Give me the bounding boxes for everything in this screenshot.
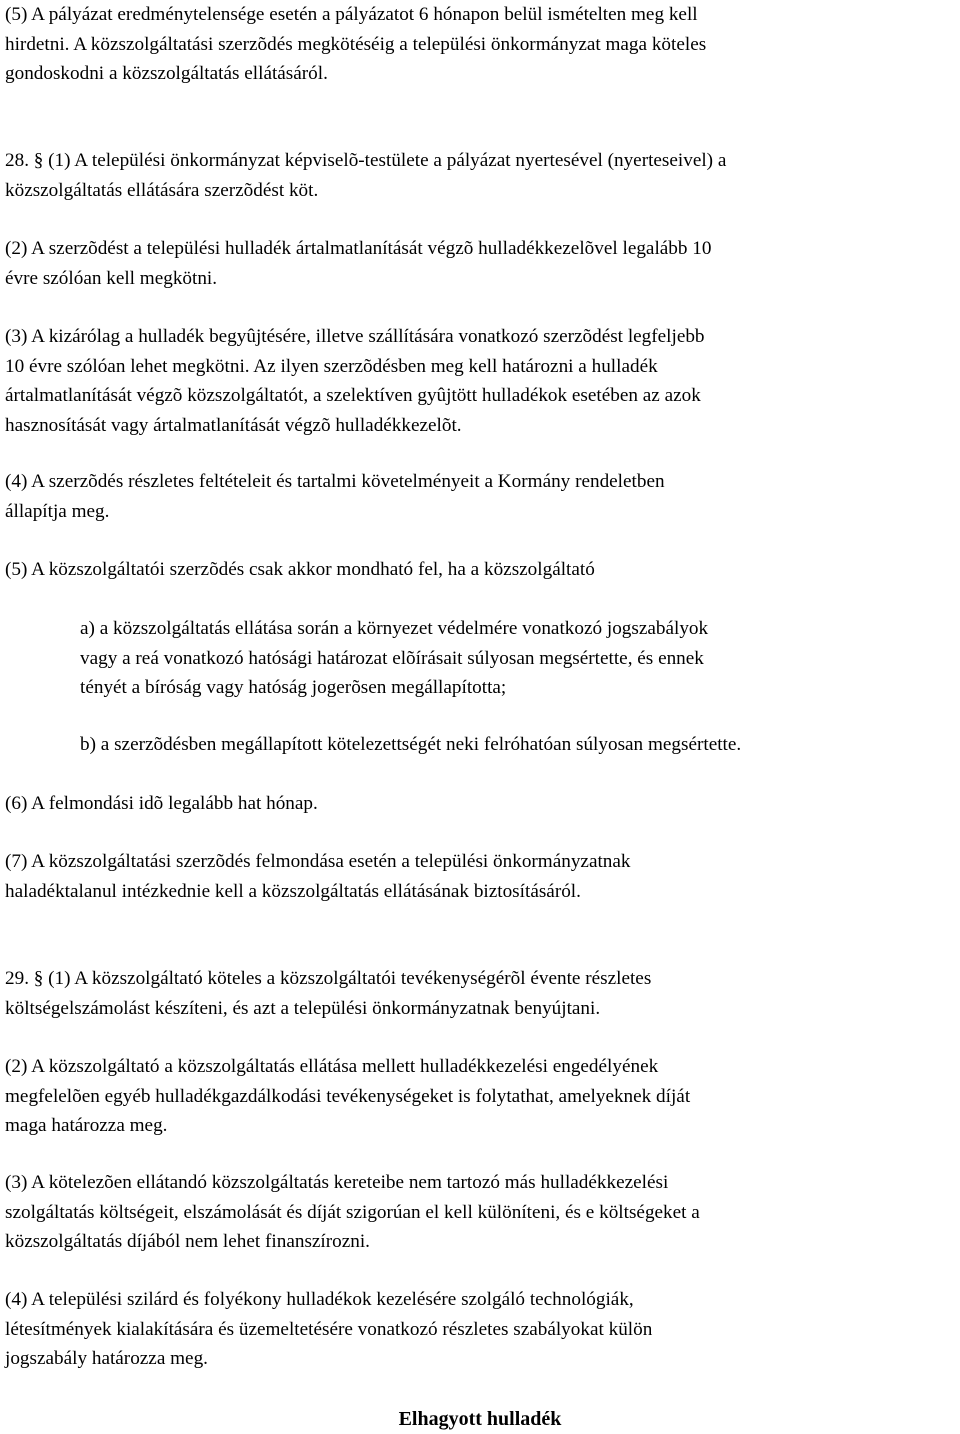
text-line: a) a közszolgáltatás ellátása során a környezet védelmére vonatkozó jogszabályok [80, 618, 709, 639]
text-line: maga határozza meg. [5, 1115, 168, 1136]
text-line: tényét a bíróság vagy hatóság jogerõsen megállapította; [80, 677, 507, 698]
text-line: b) a szerzõdésben megállapított kötelezettségét neki felróhatóan súlyosan megsértette. [80, 734, 742, 755]
text-line: (2) A közszolgáltató a közszolgáltatás ellátása mellett hulladékkezelési engedélyének [5, 1056, 659, 1077]
text-line: (7) A közszolgáltatási szerzõdés felmondása esetén a települési önkormányzatnak [5, 851, 631, 872]
paragraph-29-1 [5, 964, 957, 1023]
paragraph-29-4 [5, 1285, 957, 1374]
paragraph-29-3 [5, 1168, 957, 1257]
text-line: hirdetni. A közszolgáltatási szerzõdés megkötéséig a települési önkormányzat maga köteles [5, 33, 707, 55]
text-line: állapítja meg. [5, 500, 110, 522]
section-heading: Elhagyott hulladék [398, 1408, 562, 1430]
text-line: (4) A szerzõdés részletes feltételeit és tartalmi követelményeit a Kormány rendeletben [5, 471, 665, 492]
paragraph-29-2 [5, 1052, 957, 1141]
text-line: közszolgáltatás ellátására szerzõdést köt. [5, 179, 319, 201]
paragraph-27-5 [5, 0, 957, 89]
text-line: 28. § (1) A települési önkormányzat képviselõ-testülete a pályázat nyertesével (nyerteseivel) a [5, 150, 727, 171]
text-line: évre szólóan kell megkötni. [5, 267, 218, 289]
text-line: létesítmények kialakítására és üzemeltetésére vonatkozó részletes szabályokat külön [5, 1318, 653, 1340]
paragraph-28-4 [5, 467, 957, 526]
paragraph-28-2 [5, 234, 957, 293]
paragraph-28-3 [5, 322, 957, 440]
text-line: (4) A települési szilárd és folyékony hulladékok kezelésére szolgáló technológiák, [5, 1289, 634, 1310]
paragraph-28-7 [5, 847, 957, 906]
text-line: (3) A kizárólag a hulladék begyûjtésére, illetve szállítására vonatkozó szerzõdést legfeljebb [5, 326, 705, 347]
text-line: gondoskodni a közszolgáltatás ellátásáról. [5, 63, 328, 84]
text-line: vagy a reá vonatkozó hatósági határozat elõírásait súlyosan megsértette, és ennek [80, 647, 704, 669]
text-line: költségelszámolást készíteni, és azt a települési önkormányzatnak benyújtani. [5, 997, 601, 1019]
paragraph-28-5 [5, 555, 957, 585]
text-line: 10 évre szólóan lehet megkötni. Az ilyen szerzõdésben meg kell határozni a hulladék [5, 355, 658, 377]
text-line: (6) A felmondási idõ legalább hat hónap. [5, 793, 318, 814]
list-item-b [80, 730, 956, 760]
text-line: jogszabály határozza meg. [5, 1348, 208, 1369]
text-line: (3) A kötelezõen ellátandó közszolgáltatás kereteibe nem tartozó más hulladékkezelési [5, 1172, 669, 1193]
text-line: 29. § (1) A közszolgáltató köteles a közszolgáltatói tevékenységérõl évente részletes [5, 968, 652, 989]
text-line: (2) A szerzõdést a települési hulladék ártalmatlanítását végzõ hulladékkezelõvel legalább 10 [5, 238, 712, 259]
text-line: hasznosítását vagy ártalmatlanítását végzõ hulladékkezelõt. [5, 414, 462, 436]
text-line: szolgáltatás költségeit, elszámolását és díját szigorúan el kell különíteni, és e költségeket a [5, 1201, 700, 1223]
text-line: megfelelõen egyéb hulladékgazdálkodási tevékenységeket is folytathat, amelyeknek díját [5, 1085, 691, 1107]
text-line: haladéktalanul intézkednie kell a közszolgáltatás ellátásának biztosításáról. [5, 880, 581, 902]
text-line: (5) A közszolgáltatói szerzõdés csak akkor mondható fel, ha a közszolgáltató [5, 559, 595, 580]
text-line: ártalmatlanítását végzõ közszolgáltatót, a szelektíven gyûjtött hulladékok esetében az azok [5, 385, 701, 406]
text-line: közszolgáltatás díjából nem lehet finanszírozni. [5, 1231, 370, 1252]
list-item-a [80, 614, 956, 703]
text-line: (5) A pályázat eredménytelensége esetén a pályázatot 6 hónapon belül ismételten meg kell [5, 4, 698, 25]
paragraph-28-1 [5, 146, 957, 205]
paragraph-28-6 [5, 789, 957, 819]
